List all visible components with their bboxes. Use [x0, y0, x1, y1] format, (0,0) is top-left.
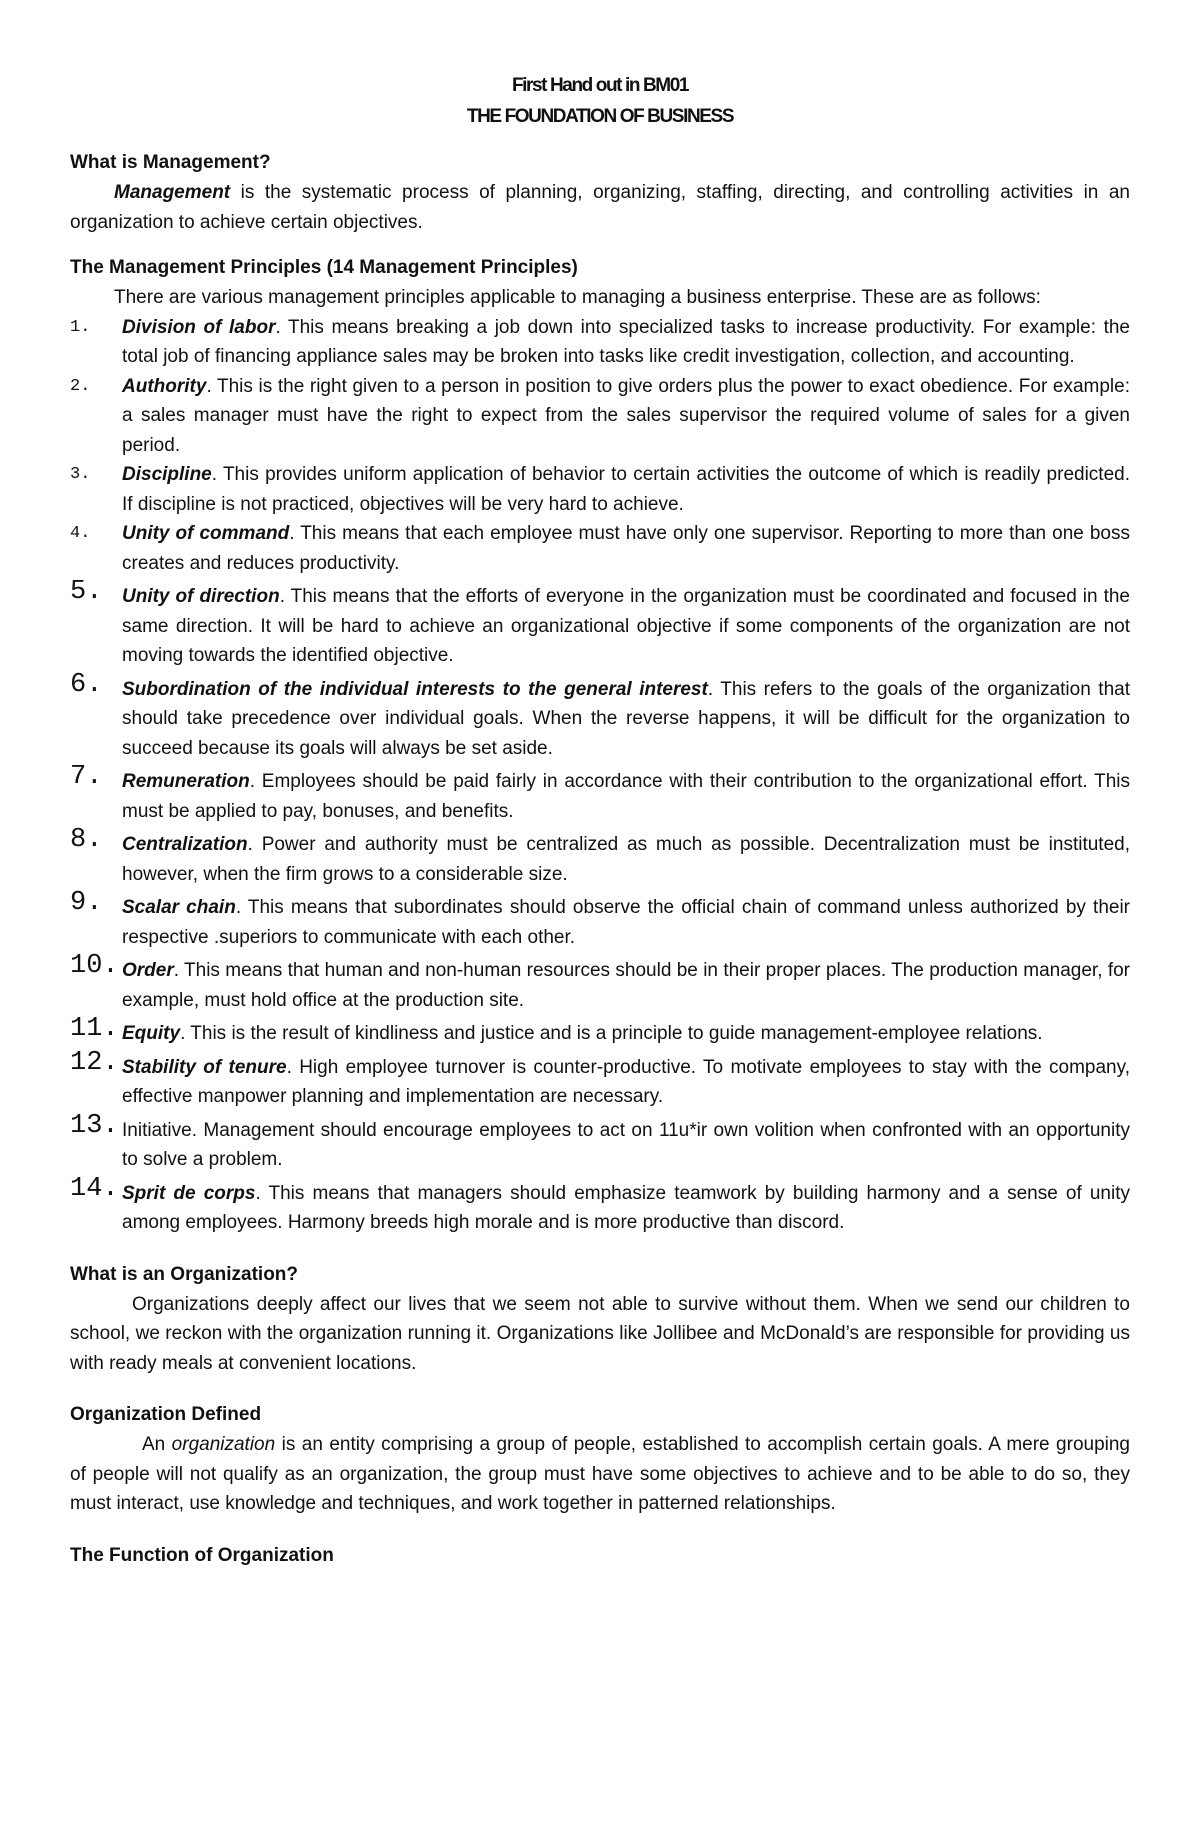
principle-number: 14. [70, 1173, 119, 1204]
principle-item [70, 460, 1130, 519]
principle-number: 10. [70, 951, 119, 981]
principle-item [70, 888, 1131, 952]
heading-function-of-organization: The Function of Organization [70, 1544, 334, 1566]
principle-number: 11. [70, 1014, 119, 1044]
principle-description: . Power and authority must be centralized as much as possible. Decentralization must be instituted, however, when the firm grows to a considerable size. [122, 834, 1130, 885]
organization-definition-lead: An [142, 1434, 172, 1455]
principle-item [70, 1014, 1130, 1049]
principle-item [70, 577, 1130, 671]
principle-item [70, 669, 1130, 764]
principle-number: 4. [70, 524, 91, 543]
principle-term: Unity of direction [122, 586, 280, 607]
principle-number: 3. [70, 465, 91, 484]
principles-intro: There are various management principles applicable to managing a business enterprise. These are as follows: [114, 287, 1041, 308]
principle-item [70, 372, 1130, 461]
principles-list [70, 313, 1130, 1238]
principle-description: . This is the right given to a person in position to give orders plus the power to exact obedience. For example: a sales manager must have the right to expect from the sales supervisor the required volume of sales for a given period. [122, 375, 1130, 456]
principle-item [70, 1047, 1130, 1112]
principle-description: . This provides uniform application of behavior to certain activities the outcome of which is readily predicted. If discipline is not practiced, objectives will be very hard to achieve. [122, 464, 1130, 515]
principle-term: Subordination of the individual interests to the general interest [122, 678, 708, 700]
principle-description: . This is the result of kindliness and justice and is a principle to guide management-employee relations. [180, 1023, 1043, 1044]
principle-number: 9. [70, 888, 103, 918]
principle-description: . Management should encourage employees to act on 11u*ir own volition when confronted with an opportunity to solve a problem. [122, 1119, 1130, 1170]
principle-term: Equity [122, 1023, 181, 1044]
principle-term: Authority [122, 375, 207, 397]
principle-term: Remuneration [122, 771, 250, 792]
principle-description: . This means that human and non-human resources should be in their proper places. The production manager, for example, must hold office at the production site. [122, 960, 1130, 1011]
principle-description: . This means that subordinates should observe the official chain of command unless authorized by their respective .superiors to communicate with each other. [122, 897, 1131, 948]
principle-item [70, 762, 1130, 826]
principle-item [70, 951, 1130, 1015]
principle-number: 1. [70, 317, 91, 337]
principle-description: . Employees should be paid fairly in accordance with their contribution to the organizational effort. This must be applied to pay, bonuses, and benefits. [122, 771, 1130, 822]
principle-number: 13. [70, 1110, 119, 1141]
handout-subtitle: THE FOUNDATION OF BUSINESS [466, 106, 734, 127]
organization-text: Organizations deeply affect our lives that we seem not able to survive without them. When we send our children to school, we reckon with the organization running it. Organizations like Jollibee and McDonald’s are responsible for providing us with ready meals at convenient locations. [70, 1293, 1130, 1374]
principle-number: 12. [70, 1047, 119, 1078]
principle-description: . This means that managers should emphasize teamwork by building harmony and a sense of unity among employees. Harmony breeds high morale and is more productive than discord. [122, 1182, 1131, 1233]
management-term: Management [114, 182, 231, 203]
principle-term: Initiative [122, 1119, 192, 1141]
principle-term: Stability of tenure [122, 1056, 287, 1078]
principle-item [70, 313, 1130, 372]
principle-item [70, 519, 1130, 578]
principle-term: Centralization [122, 834, 248, 855]
principle-number: 6. [70, 669, 103, 700]
principle-description: . This means breaking a job down into specialized tasks to increase productivity. For example: the total job of financing appliance sales may be broken into tasks like credit investigation, collection, and accounting. [122, 316, 1130, 367]
principle-description: . This refers to the goals of the organization that should take precedence over individual goals. When the reverse happens, it will be difficult for the organization to succeed because its goals will always be set aside. [122, 678, 1130, 759]
heading-what-is-management: What is Management? [70, 152, 271, 173]
management-definition-text: is the systematic process of planning, organizing, staffing, directing, and controlling activities in an organization to achieve certain objectives. [70, 182, 1130, 233]
principle-number: 8. [70, 825, 103, 855]
handout-title: First Hand out in BM01 [511, 75, 689, 96]
principle-item [70, 825, 1130, 889]
principle-item [70, 1173, 1131, 1238]
heading-management-principles: The Management Principles (14 Management Principles) [70, 257, 578, 278]
heading-what-is-organization: What is an Organization? [70, 1263, 299, 1285]
principle-description: . This means that the efforts of everyone in the organization must be coordinated and focused in the same direction. It will be hard to achieve an organizational objective if some components of the organization are not moving towards the identified objective. [122, 586, 1130, 666]
principle-term: Scalar chain [122, 897, 236, 918]
principle-term: Unity of command [122, 523, 290, 544]
principle-number: 7. [70, 762, 103, 792]
principle-number: 2. [70, 376, 91, 396]
heading-organization-defined: Organization Defined [70, 1404, 262, 1425]
principle-description: . High employee turnover is counter-productive. To motivate employees to stay with the company, effective manpower planning and implementation are necessary. [122, 1056, 1130, 1107]
organization-term: organization [171, 1434, 276, 1455]
management-definition [70, 178, 1130, 237]
principle-description: . This means that each employee must have only one supervisor. Reporting to more than one boss creates and reduces productivity. [122, 523, 1130, 574]
principle-number: 5. [70, 577, 103, 607]
principle-term: Discipline [122, 464, 212, 485]
principle-term: Sprit de corps [122, 1182, 256, 1204]
organization-definition [70, 1430, 1130, 1519]
principle-item [70, 1110, 1130, 1175]
principle-term: Order [122, 960, 174, 981]
organization-definition-text: is an entity comprising a group of people, established to accomplish certain goals. A mere grouping of people will not qualify as an organization, the group must have some objectives to achieve and to be able to do so, they must interact, use knowledge and techniques, and work together in patterned relationships. [70, 1434, 1130, 1514]
document-page [70, 70, 1130, 1571]
principle-term: Division of labor [122, 316, 276, 338]
